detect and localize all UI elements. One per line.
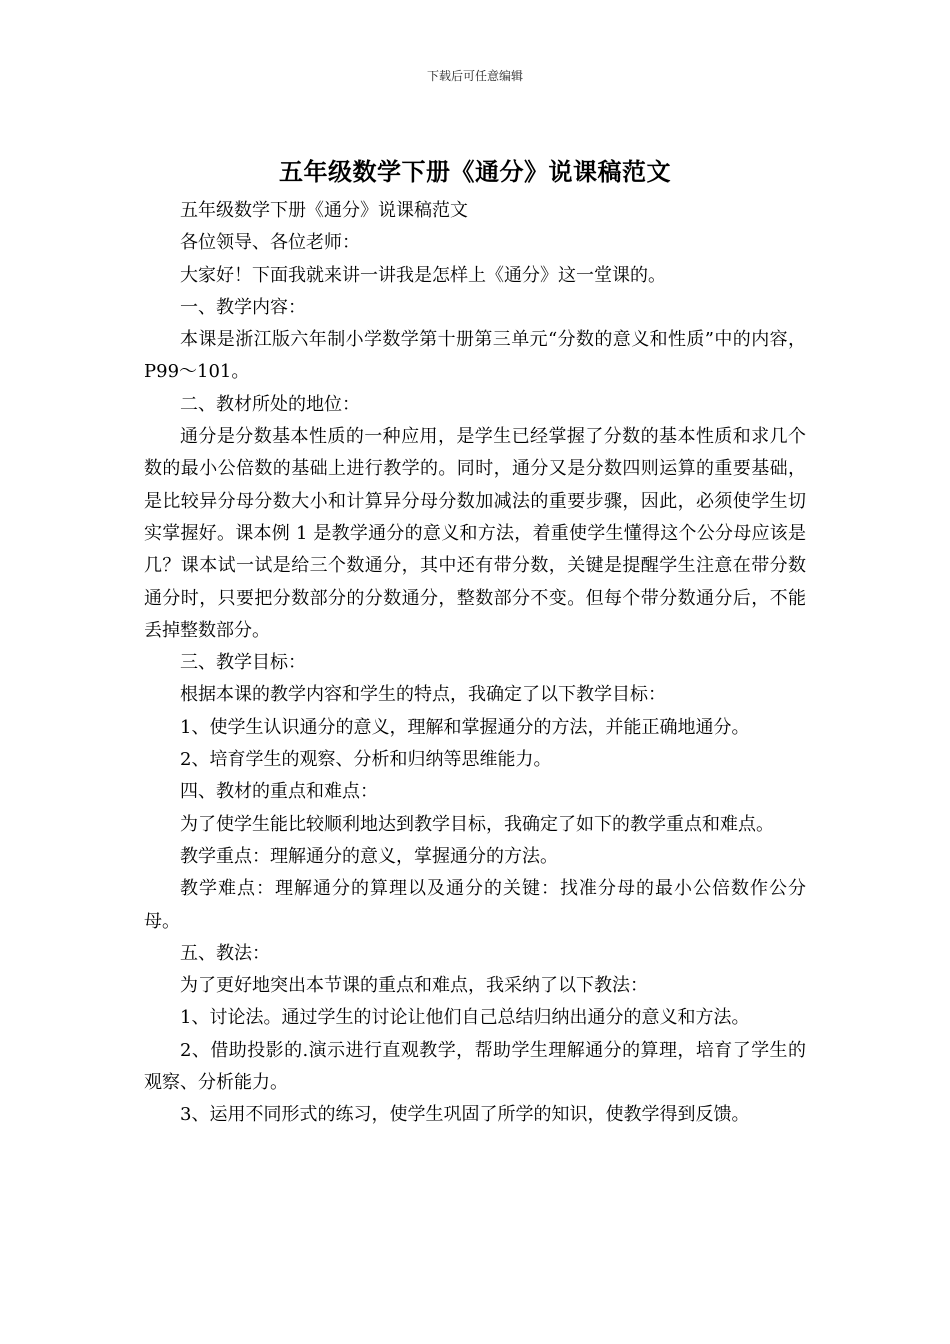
paragraph-goal-2: 2、培育学生的观察、分析和归纳等思维能力。	[180, 749, 552, 771]
paragraph-subtitle: 五年级数学下册《通分》说课稿范文	[180, 200, 468, 221]
document-title: 五年级数学下册《通分》说课稿范文	[279, 157, 671, 186]
section-heading-methods: 五、教法：	[180, 942, 270, 964]
section-heading-position: 二、教材所处的地位：	[180, 393, 360, 415]
paragraph-method-2: 2、借助投影的.演示进行直观教学，帮助学生理解通分的算理，培育了学生的观察、分析能力。	[144, 1039, 806, 1094]
paragraph-position: 通分是分数基本性质的一种应用，是学生已经掌握了分数的基本性质和求几个数的最小公倍数的基础上进行教学的。同时，通分又是分数四则运算的重要基础，是比较异分母分数大小和计算异分母分数加减法的重要步骤，因此，必须使学生切实掌握好。课本例 1 是教学通分的意义和方法，着重使学生懂得这个公分母应该是几？课本试一试是给三个数通分，其中还有带分数，关键是提醒学生注意在带分数通分时，只要把分数部分的分数通分，整数部分不变。但每个带分数通分后，不能丢掉整数部分。	[144, 426, 806, 641]
section-heading-goals: 三、教学目标：	[180, 652, 306, 674]
paragraph-difficult-point: 教学难点：理解通分的算理以及通分的关键：找准分母的最小公倍数作公分母。	[144, 878, 806, 932]
paragraph-key-point: 教学重点：理解通分的意义，掌握通分的方法。	[180, 845, 558, 867]
document-body	[144, 195, 806, 1132]
paragraph-key-points-intro: 为了使学生能比较顺利地达到教学目标，我确定了如下的教学重点和难点。	[180, 813, 774, 835]
paragraph-greeting: 大家好！下面我就来讲一讲我是怎样上《通分》这一堂课的。	[180, 264, 666, 286]
section-heading-content: 一、教学内容：	[180, 296, 306, 318]
paragraph-method-1: 1、讨论法。通过学生的讨论让他们自己总结归纳出通分的意义和方法。	[180, 1007, 750, 1029]
paragraph-salutation: 各位领导、各位老师：	[180, 232, 360, 254]
paragraph-methods-intro: 为了更好地突出本节课的重点和难点，我采纳了以下教法：	[180, 975, 648, 997]
paragraph-goals-intro: 根据本课的教学内容和学生的特点，我确定了以下教学目标：	[180, 684, 666, 706]
page-header-note: 下载后可任意编辑	[426, 69, 523, 83]
paragraph-goal-1: 1、使学生认识通分的意义，理解和掌握通分的方法，并能正确地通分。	[180, 716, 750, 738]
paragraph-method-3: 3、运用不同形式的练习，使学生巩固了所学的知识，使教学得到反馈。	[180, 1104, 750, 1126]
section-heading-key-points: 四、教材的重点和难点：	[180, 781, 378, 803]
paragraph-content: 本课是浙江版六年制小学数学第十册第三单元“分数的意义和性质”中的内容，P99～101。	[144, 329, 806, 383]
